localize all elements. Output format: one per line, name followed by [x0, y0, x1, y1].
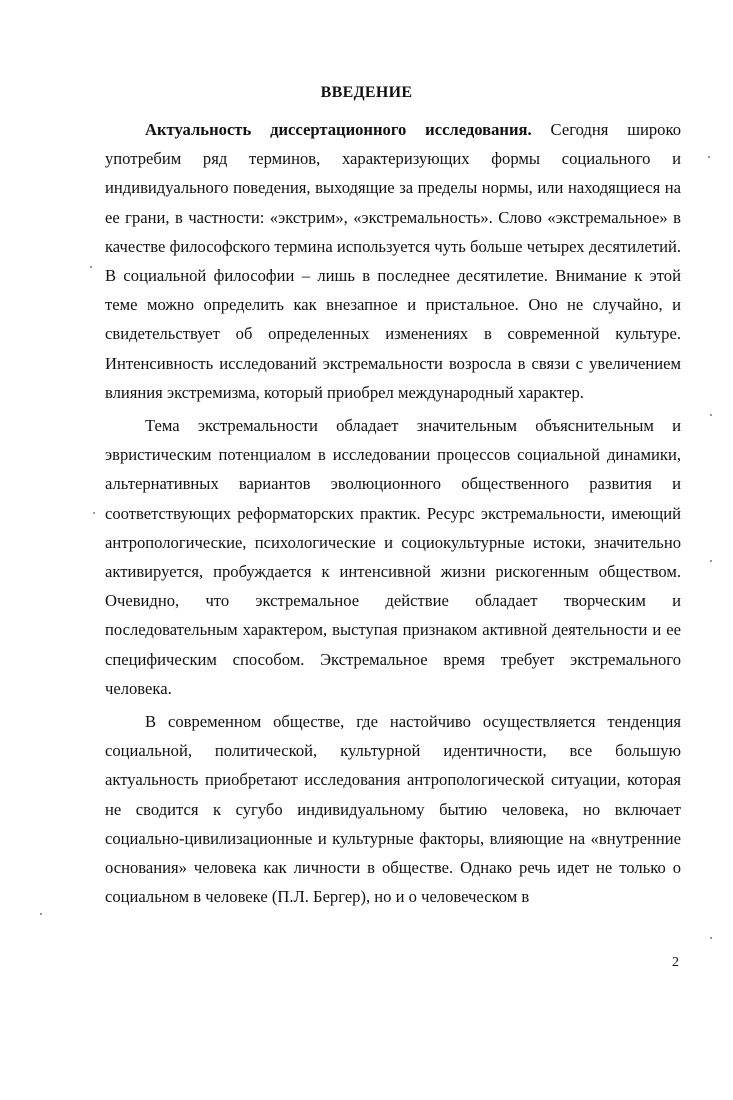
section-heading: ВВЕДЕНИЕ [320, 84, 413, 101]
scan-speck [710, 414, 712, 416]
scan-speck [710, 560, 712, 562]
body-text [105, 115, 681, 911]
scan-speck [93, 512, 95, 514]
paragraph-1-text: Сегодня широко употребим ряд терминов, характеризующих формы социального и индивидуального поведения, выходящие за пределы нормы, или находящиеся на ее грани, в частности: «экстрим», «экстремальность». Слово «экстремальное» в качестве философского термина используется чуть больше четырех десятилетий. В социальной философии – лишь в последнее десятилетие. Внимание к этой теме можно определить как внезапное и пристальное. Оно не случайно, и свидетельствует об определенных изменениях в современной культуре. Интенсивность исследований экстремальности возросла в связи с увеличением влияния экстремизма, который приобрел международный характер. [105, 120, 681, 402]
page-number: 2 [672, 955, 679, 970]
scan-speck [708, 156, 710, 158]
paragraph-1 [105, 115, 681, 407]
paragraph-1-lead: Актуальность диссертационного исследования. [145, 120, 532, 139]
scan-speck [90, 266, 92, 268]
paragraph-2: Тема экстремальности обладает значительным объяснительным и эвристическим потенциалом в исследовании процессов социальной динамики, альтернативных вариантов эволюционного общественного развития и соответствующих реформаторских практик. Ресурс экстремальности, имеющий антропологические, психологические и социокультурные истоки, значительно активируется, пробуждается к интенсивной жизни рискогенным обществом. Очевидно, что экстремальное действие обладает творческим и последовательным характером, выступая признаком активной деятельности и ее специфическим способом. Экстремальное время требует экстремального человека. [105, 416, 681, 698]
paragraph-3: В современном обществе, где настойчиво осуществляется тенденция социальной, политической, культурной идентичности, все большую актуальность приобретают исследования антропологической ситуации, которая не сводится к сугубо индивидуальному бытию человека, но включает социально-цивилизационные и культурные факторы, влияющие на «внутренние основания» человека как личности в обществе. Однако речь идет не только о социальном в человеке (П.Л. Бергер), но и о человеческом в [105, 712, 681, 907]
scan-speck [710, 937, 712, 939]
scan-speck [40, 913, 42, 915]
